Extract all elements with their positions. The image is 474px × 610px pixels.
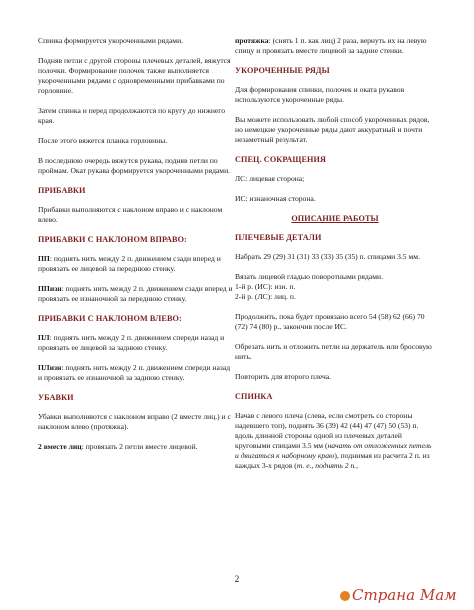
abbreviation: ЛС: лицевая сторона; [235, 174, 305, 183]
term: протяжка [235, 36, 269, 45]
definition-pp [38, 254, 234, 274]
row-line: Вязать лицевой гладью поворотными рядами. [235, 272, 384, 281]
term: ПЛ [38, 333, 50, 342]
definition-text: : (снять 1 п. как лиц) 2 раза, вернуть их на левую спицу и провязать вместе лицевой за задние стенки. [235, 36, 427, 55]
definition-plizn [38, 363, 234, 383]
paragraph [235, 411, 435, 471]
paragraph: Затем спинка и перед продолжаются по кругу до нижнего края. [38, 106, 225, 125]
definition-text: : поднять нить между 2 п. движением сзади вперед и провязать ее лицевой за переднюю стенку. [38, 254, 221, 273]
term: ППизн [38, 284, 62, 293]
text-run: ), поднимая из расчета 2 п. из каждых 3-х рядов ( [235, 451, 430, 470]
paragraph: Обрезать нить и отложить петли на держатель или бросовую нить. [235, 342, 432, 361]
definition-text: : поднять нить между 2 п. движением сзади вперед и провязать ее изнаночной за переднюю стенку. [38, 284, 233, 303]
paragraph: Убавки выполняются с наклоном вправо (2 вместе лиц.) и с наклоном влево (протяжка). [38, 412, 231, 431]
italic-run: т. е., поднять 2 п., [296, 461, 359, 470]
definition-2-vmeste [38, 442, 234, 452]
section-heading: УКОРОЧЕННЫЕ РЯДЫ [235, 66, 330, 75]
section-heading: УБАВКИ [38, 393, 74, 402]
section-heading: СПИНКА [235, 392, 273, 401]
paragraph: Спинка формируется укороченными рядами. [38, 36, 184, 45]
page-number: 2 [234, 574, 240, 584]
row-line: 1-й р. (ИС): изн. п. [235, 282, 296, 291]
right-column [235, 36, 435, 481]
definition-text: : поднять нить между 2 п. движением спереди назад и провязать ее лицевой за заднюю стенку. [38, 333, 225, 352]
paragraph: Набрать 29 (29) 31 (31) 33 (33) 35 (35) п. спицами 3.5 мм. [235, 252, 420, 261]
flower-icon [340, 591, 350, 601]
section-heading: ПРИБАВКИ [38, 186, 86, 195]
paragraph: Продолжить, пока будет провязано всего 54 (58) 62 (66) 70 (72) 74 (80) р., закончив после ИС. [235, 312, 425, 331]
paragraph: В последнюю очередь вяжутся рукава, подняв петли по проймам. Окат рукава формируется укороченными рядами. [38, 156, 231, 175]
paragraph: Для формирования спинки, полочек и оката рукавов используются укороченные ряды. [235, 85, 405, 104]
definition-protyazhka [235, 36, 435, 56]
section-heading: ПРИБАВКИ С НАКЛОНОМ ВЛЕВО: [38, 314, 182, 323]
section-heading: СПЕЦ. СОКРАЩЕНИЯ [235, 155, 326, 164]
definition-pl [38, 333, 234, 353]
paragraph: Вы можете использовать любой способ укороченных рядов, но немецкие укороченные ряды дают аккуратный и почти незаметный результат. [235, 115, 430, 144]
definition-ppizn [38, 284, 234, 304]
abbreviation: ИС: изнаночная сторона. [235, 194, 316, 203]
watermark-logo [340, 586, 457, 604]
paragraph: Повторить для второго плеча. [235, 372, 332, 381]
term: ПЛизн [38, 363, 62, 372]
section-heading: ПРИБАВКИ С НАКЛОНОМ ВПРАВО: [38, 235, 187, 244]
section-heading: ПЛЕЧЕВЫЕ ДЕТАЛИ [235, 233, 322, 242]
left-column [38, 36, 234, 462]
definition-text: : поднять нить между 2 п. движением спереди назад и провязать ее изнаночной за заднюю стенку. [38, 363, 231, 382]
term: 2 вместе лиц [38, 442, 82, 451]
term: ПП [38, 254, 50, 263]
text-run: Начав с левого плеча (слева, если смотреть со стороны надевшего топ), поднять 36 (39) 42 (44) 47 (47) 50 (53) п. вдоль длинной стороны одной из плечевых деталей круговыми спицами 3.5 мм ( [235, 411, 419, 450]
section-heading: ОПИСАНИЕ РАБОТЫ [291, 214, 379, 223]
paragraph-rows [235, 272, 435, 302]
watermark-text: Страна Мам [352, 586, 457, 604]
italic-run: начать от отложенных петель и двигаться к наборному краю [235, 441, 432, 460]
paragraph: После этого вяжется планка горловины. [38, 136, 168, 145]
definition-text: : провязать 2 петли вместе лицевой. [81, 442, 198, 451]
paragraph: Прибавки выполняются с наклоном вправо и с наклоном влево. [38, 205, 223, 224]
paragraph: Подняв петли с другой стороны плечевых деталей, вяжутся полочки. Формирование полочек также выполняется укороченными рядами с одновременными прибавками по горловине. [38, 56, 231, 95]
row-line: 2-й р. (ЛС): лиц. п. [235, 292, 296, 301]
